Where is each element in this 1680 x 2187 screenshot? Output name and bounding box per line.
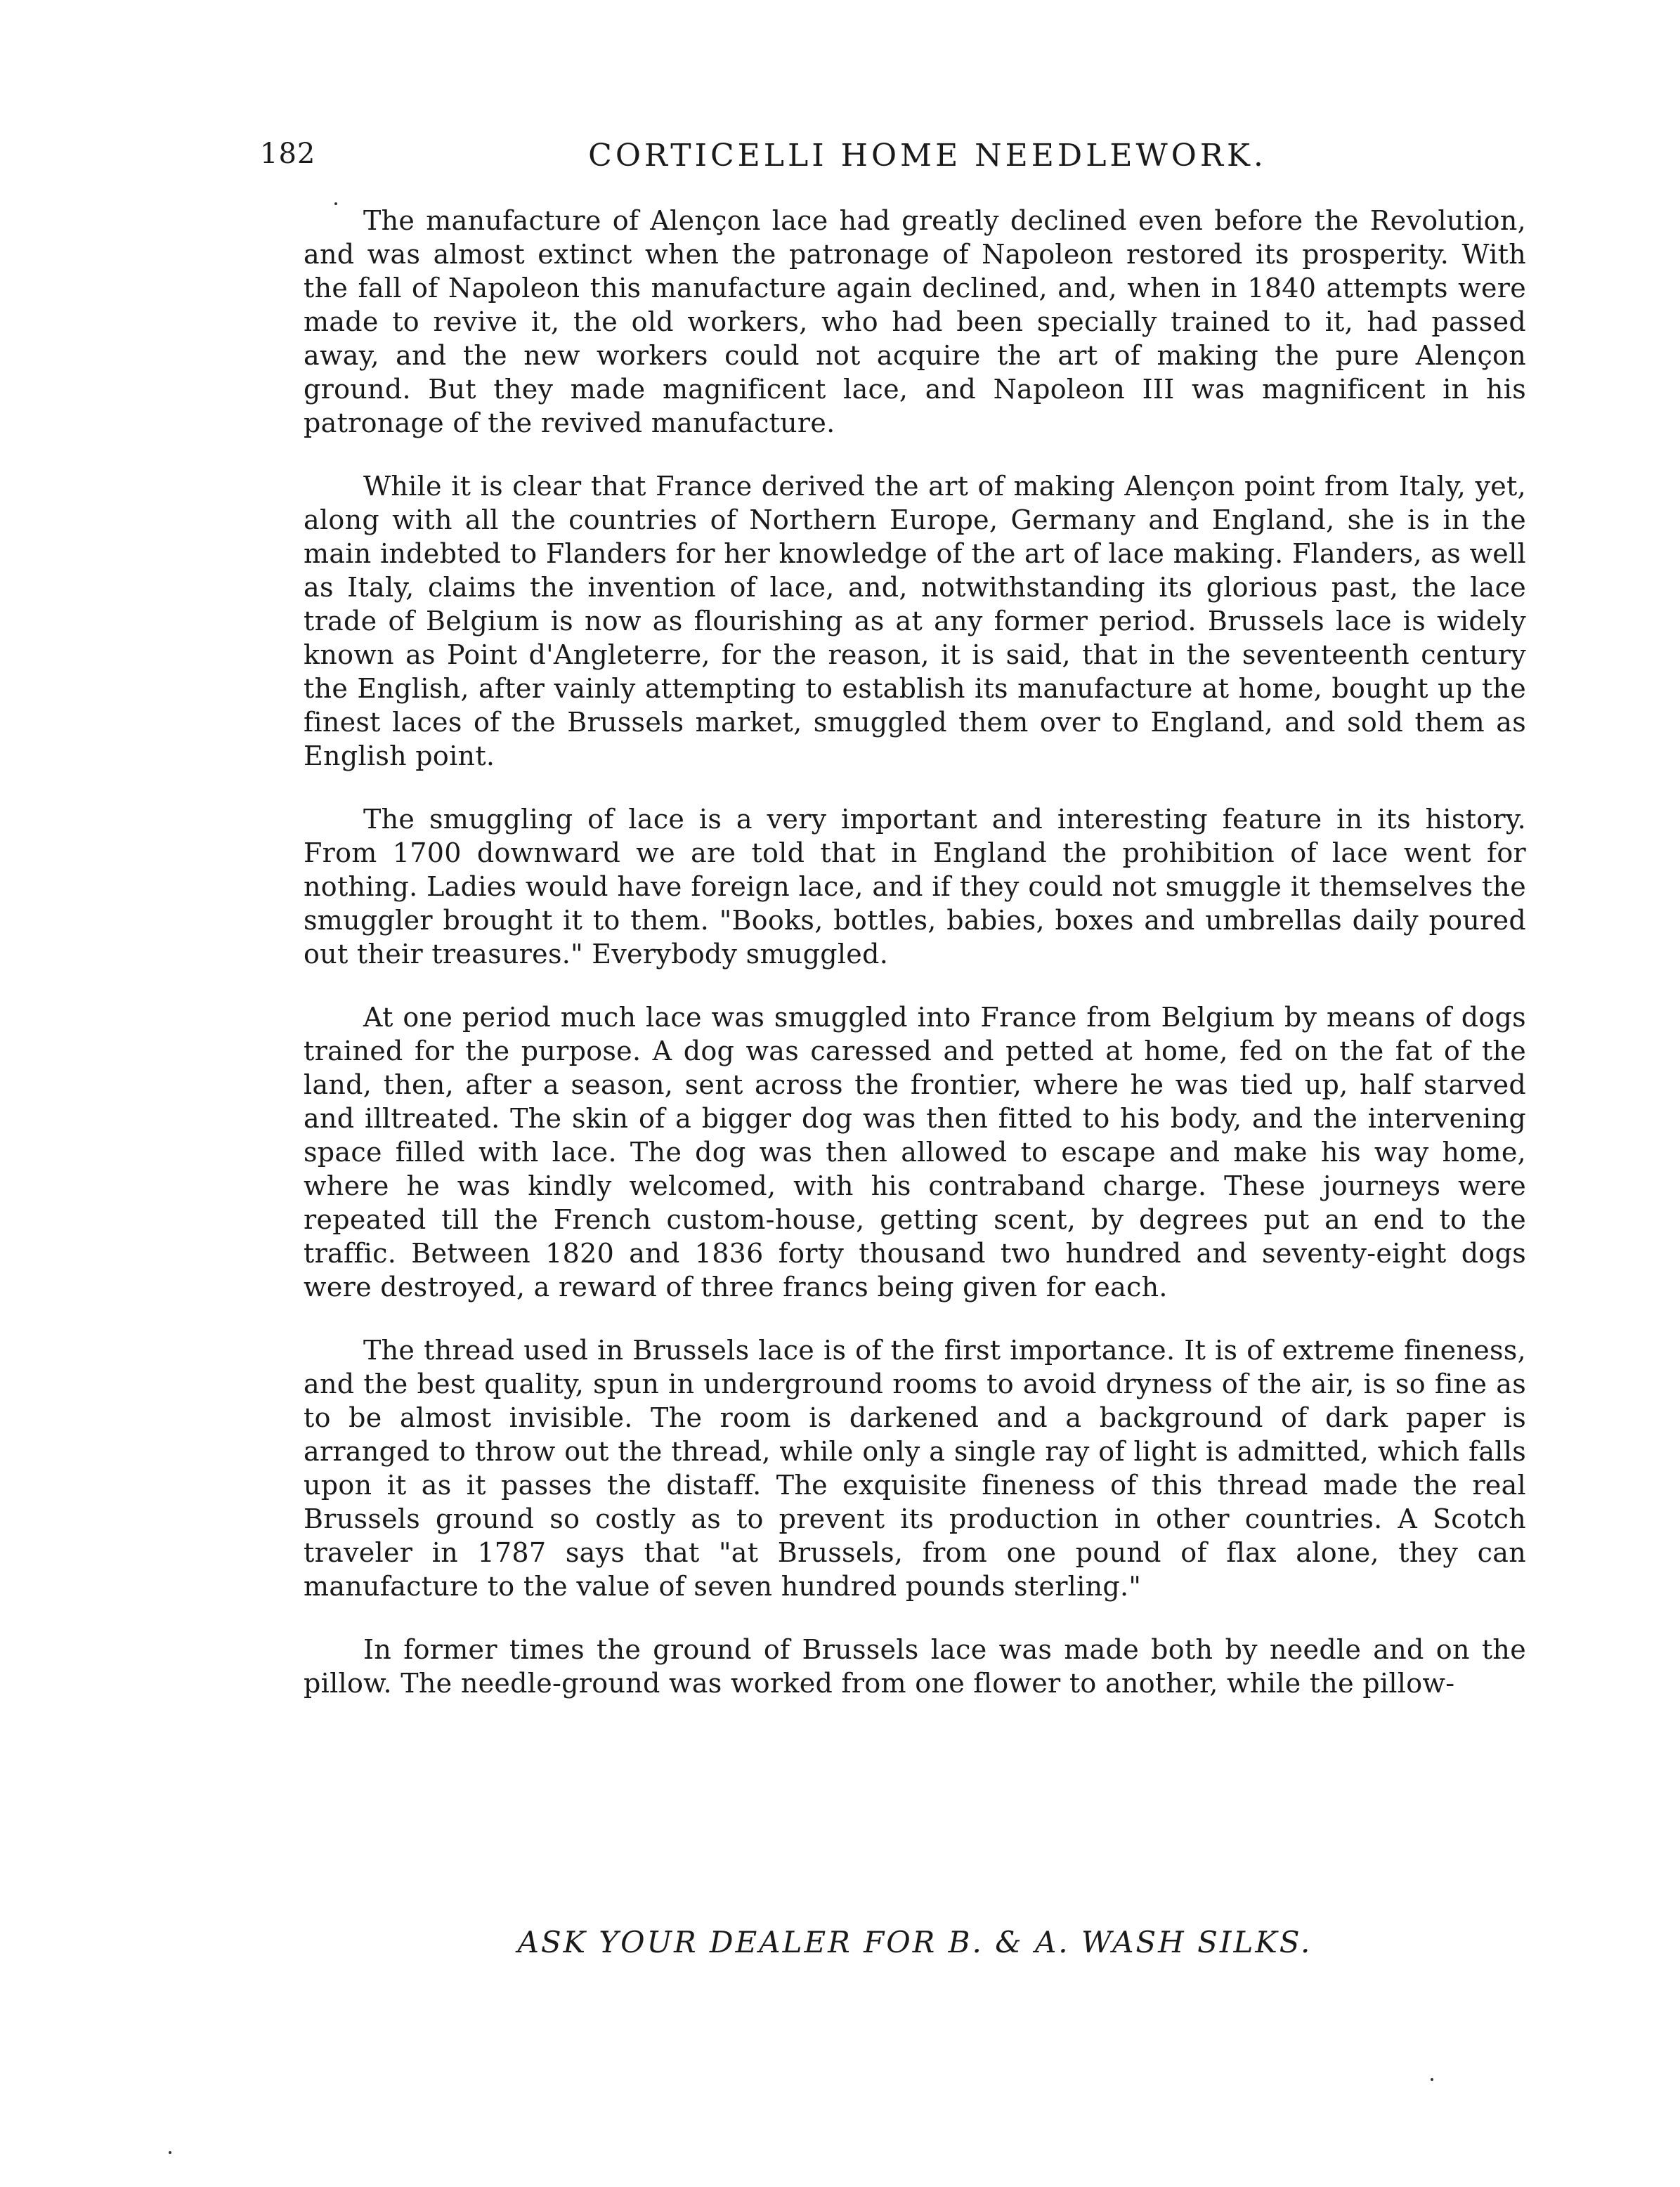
print-speck xyxy=(1431,2078,1433,2081)
advertisement-footer: ASK YOUR DEALER FOR B. & A. WASH SILKS. xyxy=(517,1925,1313,1959)
paragraph-alencon-decline: The manufacture of Alençon lace had greatly declined even before the Revolution, and was almost extinct when the patronage of Napoleon restored its prosperity. With the fall of Napoleon this manufacture again declined, and, when in 1840 attempts were made to revive it, the old workers, who had been specially trained to it, had passed away, and the new workers could not acquire the art of making the pure Alençon ground. But they made magnificent lace, and Napoleon III was magnificent in his patronage of the revived manufacture. xyxy=(304,205,1526,438)
paragraph-thread: The thread used in Brussels lace is of the first importance. It is of extreme fineness, and the best quality, spun in underground rooms to avoid dryness of the air, is so fine as to be almost invisible. The room is darkened and a background of dark paper is arranged to throw out the thread, while only a single ray of light is admitted, which falls upon it as it passes the distaff. The exquisite fineness of this thread made the real Brussels ground so costly as to prevent its production in other countries. A Scotch traveler in 1787 says that "at Brussels, from one pound of flax alone, they can manufacture to the value of seven hundred pounds sterling." xyxy=(304,1335,1526,1602)
running-title: CORTICELLI HOME NEEDLEWORK. xyxy=(588,138,1267,174)
paragraph-smuggling: The smuggling of lace is a very important and interesting feature in its history. From 1700 downward we are told that in England the prohibition of lace went for nothing. Ladies would have foreign lace, and if they could not smuggle it themselves the smuggler brought it to them. "Books, bottles, babies, boxes and umbrellas daily poured out their treasures." Everybody smuggled. xyxy=(304,804,1526,970)
body-text xyxy=(304,204,1526,1730)
paragraph-dogs: At one period much lace was smuggled into France from Belgium by means of dogs trained for the purpose. A dog was caressed and petted at home, fed on the fat of the land, then, after a season, sent across the frontier, where he was tied up, half starved and illtreated. The skin of a bigger dog was then fitted to his body, and the intervening space filled with lace. The dog was then allowed to escape and make his way home, where he was kindly welcomed, with his contraband charge. These journeys were repeated till the French custom-house, getting scent, by degrees put an end to the traffic. Between 1820 and 1836 forty thousand two hundred and seventy-eight dogs were destroyed, a reward of three francs being given for each. xyxy=(304,1002,1526,1303)
paragraph-flanders: While it is clear that France derived the art of making Alençon point from Italy, yet, along with all the countries of Northern Europe, Germany and England, she is in the main indebted to Flanders for her knowledge of the art of lace making. Flanders, as well as Italy, claims the invention of lace, and, notwithstanding its glorious past, the lace trade of Belgium is now as flourishing as at any former period. Brussels lace is widely known as Point d'Angleterre, for the reason, it is said, that in the seventeenth century the English, after vainly attempting to establish its manufacture at home, bought up the finest laces of the Brussels market, smuggled them over to England, and sold them as English point. xyxy=(304,471,1526,771)
print-speck xyxy=(169,2151,171,2154)
paragraph-ground: In former times the ground of Brussels lace was made both by needle and on the pillow. The needle-ground was worked from one flower to another, while the pillow- xyxy=(304,1634,1526,1699)
page-header xyxy=(260,138,1525,187)
print-speck xyxy=(334,202,337,205)
page-number: 182 xyxy=(260,138,316,170)
